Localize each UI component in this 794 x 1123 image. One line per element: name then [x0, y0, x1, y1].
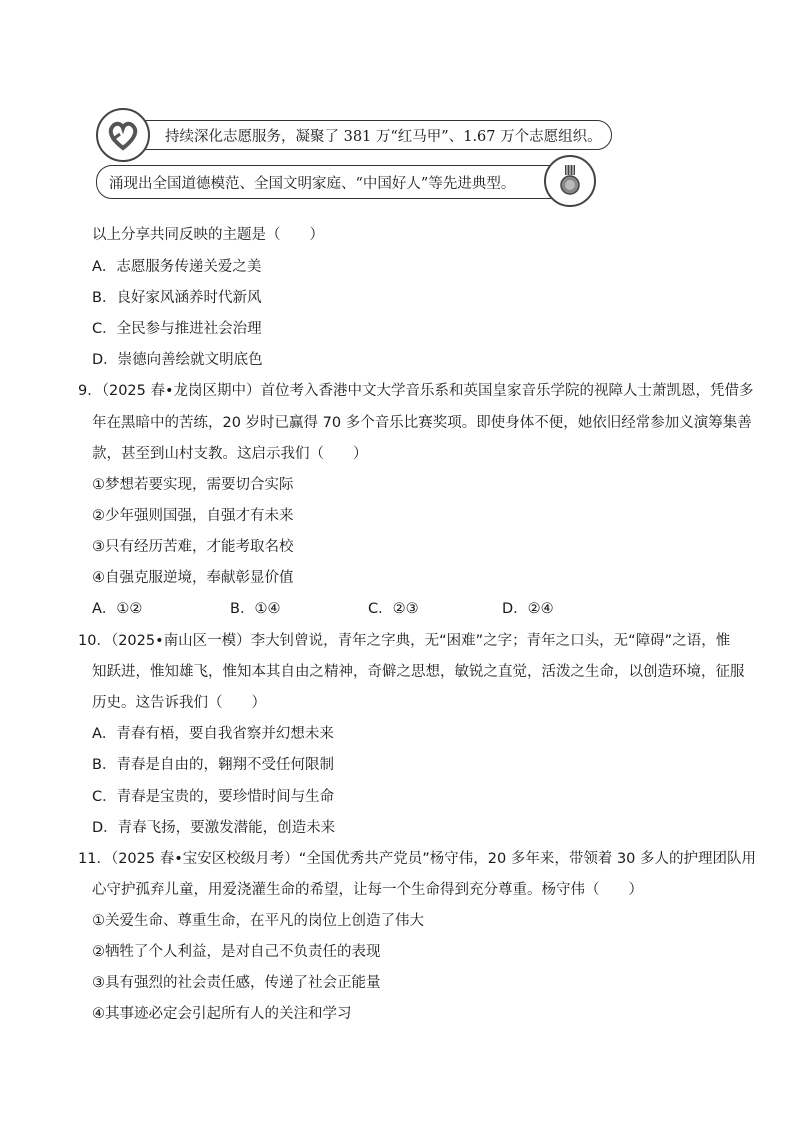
banner-2-box	[96, 165, 566, 199]
banner-1-box	[124, 120, 612, 150]
medal-icon	[544, 155, 596, 207]
q9-option-c: C．②③	[368, 601, 419, 617]
q9-statement-1: ①梦想若要实现，需要切合实际	[92, 477, 294, 493]
q11-statement-3: ③具有强烈的社会责任感，传递了社会正能量	[92, 975, 381, 991]
q11-line-1: 11．（2025 春•宝安区校级月考）“全国优秀共产党员”杨守伟，20 多年来，带领着 30 多人的护理团队用	[78, 851, 757, 867]
q8-option-c: C．全民参与推进社会治理	[92, 321, 262, 337]
q9-line-1: 9．（2025 春•龙岗区期中）首位考入香港中文大学音乐系和英国皇家音乐学院的视障人士萧凯恩，凭借多	[78, 383, 754, 399]
q10-option-d: D．青春飞扬，要激发潜能，创造未来	[92, 820, 336, 836]
q10-option-a: A．青春有梧，要自我省察并幻想未来	[92, 726, 334, 742]
q9-statement-4: ④自强克服逆境，奉献彰显价值	[92, 570, 294, 586]
q9-statement-3: ③只有经历苦难，才能考取名校	[92, 539, 294, 555]
q10-option-c: C．青春是宝贵的，要珍惜时间与生命	[92, 789, 335, 805]
q8-option-b: B．良好家风涵养时代新风	[92, 290, 262, 306]
q11-statement-1: ①关爱生命、尊重生命，在平凡的岗位上创造了伟大	[92, 913, 424, 929]
banner-1-text: 持续深化志愿服务，凝聚了 381 万“红马甲”、1.67 万个志愿组织。	[165, 128, 602, 145]
q9-option-d: D．②④	[502, 601, 554, 617]
q9-option-a: A．①②	[92, 601, 143, 617]
q8-option-d: D．崇德向善绘就文明底色	[92, 352, 263, 368]
q9-line-2: 年在黑暗中的苦练，20 岁时已赢得 70 多个音乐比赛奖项。即使身体不便，她依旧经常参加义演筹集善	[92, 415, 752, 431]
banner-2	[96, 155, 596, 211]
q10-option-b: B．青春是自由的，翱翔不受任何限制	[92, 757, 334, 773]
q9-option-b: B．①④	[230, 601, 281, 617]
banner-2-text: 涌现出全国道德模范、全国文明家庭、“中国好人”等先进典型。	[109, 175, 516, 192]
q10-line-2: 知跃进，惟知雄飞，惟知本其自由之精神，奇僻之思想，敏锐之直觉，活泼之生命，以创造环境，征服	[92, 664, 745, 680]
q11-statement-4: ④其事迹必定会引起所有人的关注和学习	[92, 1006, 352, 1022]
q9-line-3: 款，甚至到山村支教。这启示我们（ ）	[92, 446, 368, 462]
q8-stem: 以上分享共同反映的主题是（ ）	[92, 227, 324, 243]
q11-statement-2: ②牺牲了个人利益，是对自己不负责任的表现	[92, 944, 381, 960]
heart-hands-icon	[96, 108, 150, 162]
q9-statement-2: ②少年强则国强，自强才有未来	[92, 508, 294, 524]
q10-line-1: 10．（2025•南山区一模）李大钊曾说，青年之字典，无“困难”之字；青年之口头，无“障碍”之语，惟	[78, 633, 731, 649]
q10-line-3: 历史。这告诉我们（ ）	[92, 695, 266, 711]
q11-line-2: 心守护孤弃儿童，用爱浇灌生命的希望，让每一个生命得到充分尊重。杨守伟（ ）	[92, 882, 643, 898]
q8-option-a: A．志愿服务传递关爱之美	[92, 259, 262, 275]
